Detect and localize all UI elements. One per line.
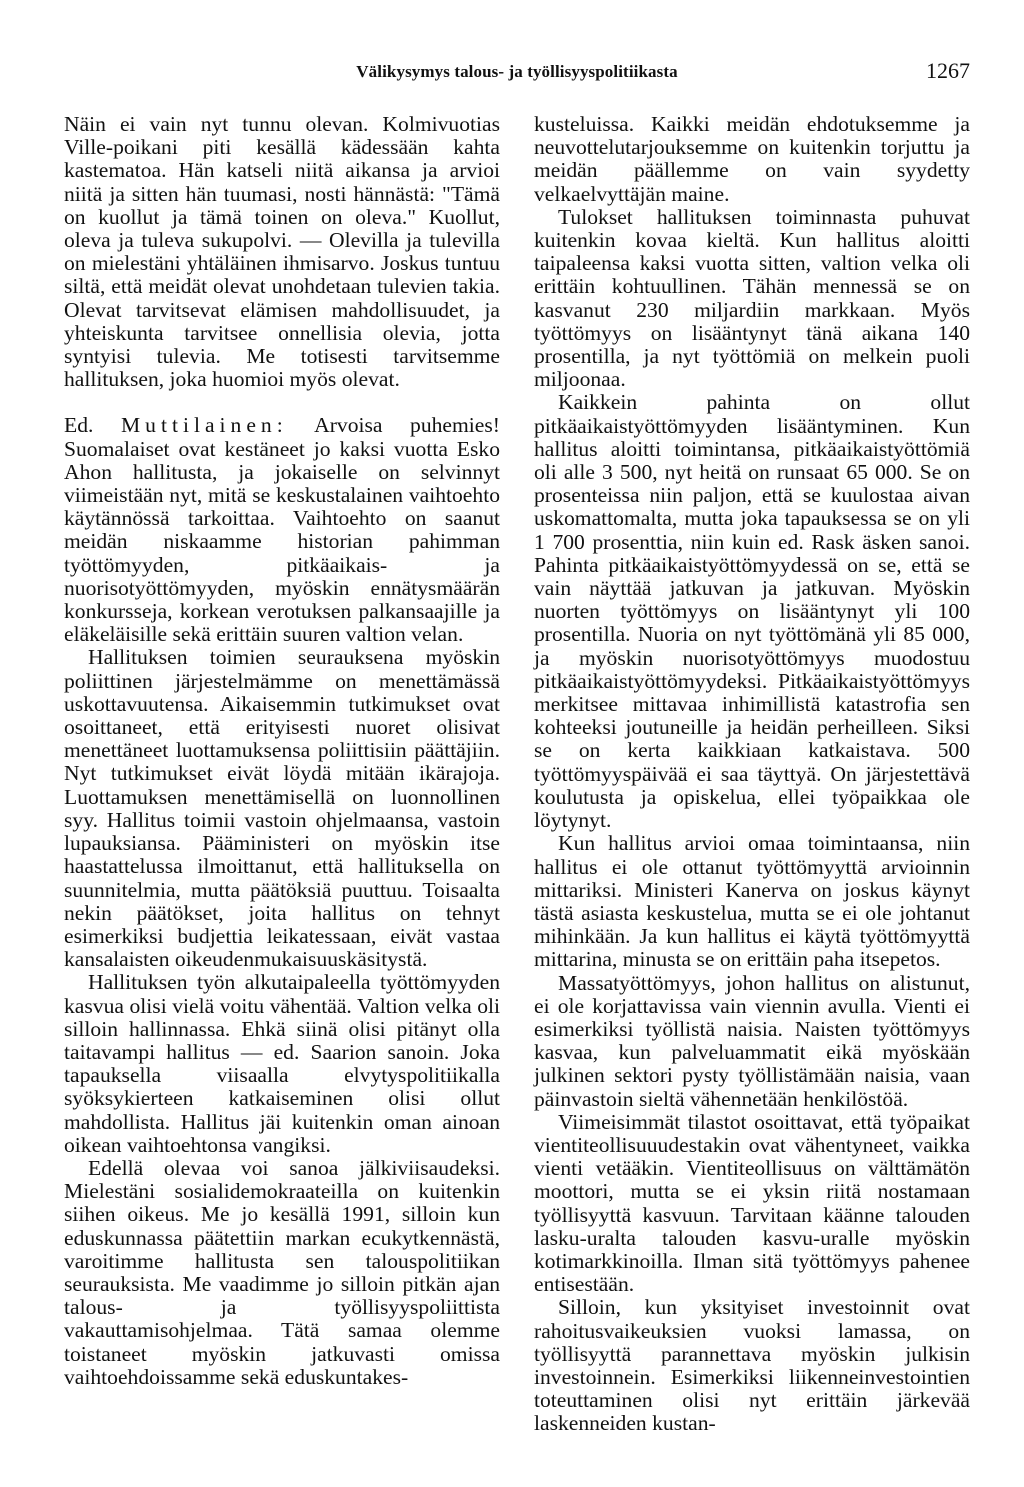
paragraph: Tulokset hallituksen toiminnasta puhuvat kuitenkin kovaa kieltä. Kun hallitus aloitti taipaleensa kaksi vuotta sitten, valtion velka oli erittäin kohtuullinen. Tähän mennessä se on kasvanut 230 miljardiin markkaan. Myös työttömyys on lisääntynyt tänä aikana 140 prosentilla, ja nyt työttömiä on melkein puoli miljoonaa.: [534, 204, 970, 392]
paragraph: Näin ei vain nyt tunnu olevan. Kolmivuotias Ville-poikani piti kesällä kädessään kahta kastematoa. Hän katseli niitä aikansa ja arvioi niitä ja sitten hän tuumasi, nosti hännästä: "Tämä on kuollut ja tämä toinen on oleva." Kuollut, oleva ja tuleva sukupolvi. — Olevilla ja tulevilla on mielestäni yhtäläinen ihmisarvo. Joskus tuntuu siltä, että meidät olevat unohdetaan tulevien takia. Olevat tarvitsevat elämisen mahdollisuudet, ja yhteiskunta tarvitsee onnellisia olevia, jotta syntyisi tulevia. Me totisesti tarvitsemme hallituksen, joka huomioi myös olevat.: [64, 112, 500, 392]
page-header: [64, 58, 970, 92]
speaker-prefix: Ed.: [64, 413, 94, 438]
running-head: Välikysymys talous- ja työllisyyspolitiikasta: [356, 62, 678, 81]
paragraph: Viimeisimmät tilastot osoittavat, että työpaikat vientiteollisuuudestakin ovat vähentyneet, vaikka vienti vetääkin. Vientiteollisuus on välttämätön moottori, mutta se ei yksin riitä nostamaan työllisyyttä kasvuun. Tarvitaan käänne talouden lasku-uralta talouden kasvu-uralle myöskin kotimarkkinoilla. Ilman sitä työttömyys pahenee entisestään.: [534, 1109, 970, 1297]
speaker-name: Muttilainen:: [120, 413, 288, 438]
speaker-paragraph: [64, 414, 500, 646]
right-column: [534, 113, 970, 1436]
paragraph: Silloin, kun yksityiset investoinnit ovat rahoitusvaikeuksien vuoksi lamassa, on työllisyyttä parannettava myöskin julkisin investoinnein. Esimerkiksi liikenneinvestointien toteuttaminen olisi nyt erittäin järkevää laskenneiden kustan-: [534, 1295, 970, 1436]
paragraph: Massatyöttömyys, johon hallitus on alistunut, ei ole korjattavissa vain viennin avulla. Vienti ei esimerkiksi työllistä naisia. Naisten työttömyys kasvaa, kun palveluammatit eikä myöskään julkinen sektori pysty työllistämään naisia, vaan päinvastoin sieltä vähennetään henkilöstöä.: [534, 970, 970, 1111]
paragraph: Kun hallitus arvioi omaa toimintaansa, niin hallitus ei ole ottanut työttömyyttä arvioinnin mittariksi. Ministeri Kanerva on joskus käynyt tästä asiasta keskustelua, mutta se ei ole johtanut mihinkään. Ja kun hallitus ei käytä työttömyyttä mittarina, minusta se on erittäin paha itsepetos.: [534, 831, 970, 972]
paragraph: Kaikkein pahinta on ollut pitkäaikaistyöttömyyden lisääntyminen. Kun hallitus aloitti toimintansa, pitkäaikaistyöttömiä oli alle 3 500, nyt heitä on runsaat 65 000. Se on prosenteissa niin paljon, että se kuulostaa aivan uskomattomalta, mutta joka tapauksessa se on yli 1 700 prosenttia, niin kuin ed. Rask äsken sanoi. Pahinta pitkäaikaistyöttömyydessä on se, että se vain näyttää jatkuvan ja jatkuvan. Myöskin nuorten työttömyys on lisääntynyt yli 100 prosentilla. Nuoria on nyt työttömänä yli 85 000, ja myöskin nuorisotyöttömyys muodostuu pitkäaikaistyöttömyydeksi. Pitkäaikaistyöttömyys merkitsee mittavaa inhimillistä katastrofia sen kohteeksi joutuneille ja heidän perheilleen. Siksi se on kerta kaikkiaan katkaistava. 500 työttömyyspäivää ei saa täyttyä. On järjestettävä koulutusta ja opiskelua, ellei työpaikkaa ole löytynyt.: [534, 390, 970, 833]
left-column: [64, 113, 500, 1389]
paragraph: Hallituksen toimien seurauksena myöskin poliittinen järjestelmämme on menettämässä uskottavuutensa. Aikaisemmin tutkimukset ovat osoittaneet, että erityisesti nuoret olisivat menettäneet luottamuksensa poliittisiin päättäjiin. Nyt tutkimukset eivät löydä mitään ikärajoja. Luottamuksen menettämisellä on luonnollinen syy. Hallitus toimii vastoin ohjelmaansa, vastoin lupauksiansa. Pääministeri on myöskin itse haastattelussa ilmoittanut, että hallituksella on suunnitelmia, mutta päätöksiä puuttuu. Toisaalta nekin päätökset, joita hallitus on tehnyt esimerkiksi budjettia leikatessaan, eivät vastaa kansalaisten oikeudenmukaisuuskäsitystä.: [64, 645, 500, 972]
speech-opening: Arvoisa puhemies! Suomalaiset ovat kestäneet jo kaksi vuotta Esko Ahon hallitusta, ja jokaiselle on selvinnyt viimeistään nyt, mitä se keskustalainen vaihtoehto käytännössä tarkoittaa. Vaihtoehto on saanut meidän niskaamme historian pahimman työttömyyden, pitkäaikais- ja nuorisotyöttömyyden, myöskin ennätysmäärän konkursseja, korkean verotuksen palkansaajille ja eläkeläisille sekä erittäin suuren valtion velan.: [64, 413, 500, 647]
paragraph: Edellä olevaa voi sanoa jälkiviisaudeksi. Mielestäni sosialidemokraateilla on kuitenkin siihen oikeus. Me jo kesällä 1991, silloin kun eduskunnassa päätettiin markan ecukytkennästä, varoitimme hallitusta sen talouspolitiikan seurauksista. Me vaadimme jo silloin pitkän ajan talous- ja työllisyyspoliittista vakauttamisohjelmaa. Tätä samaa olemme toistaneet myöskin jatkuvasti omissa vaihtoehdoissamme sekä eduskuntakes-: [64, 1155, 500, 1389]
paragraph: Hallituksen työn alkutaipaleella työttömyyden kasvua olisi vielä voitu vähentää. Valtion velka oli silloin hallinnassa. Ehkä siinä olisi pitänyt olla taitavampi hallitus — ed. Saarion sanoin. Joka tapauksella viisaalla elvytyspolitiikalla syöksykierteen katkaiseminen olisi ollut mahdollista. Hallitus jäi kuitenkin oman ainoan oikean vaihtoehtonsa vangiksi.: [64, 970, 500, 1157]
paragraph: kusteluissa. Kaikki meidän ehdotuksemme ja neuvottelutarjouksemme on kuitenkin torjuttu ja meidän päällemme on vain syydetty velkaelvyttäjän maine.: [534, 112, 970, 206]
page-number: 1267: [926, 58, 970, 83]
